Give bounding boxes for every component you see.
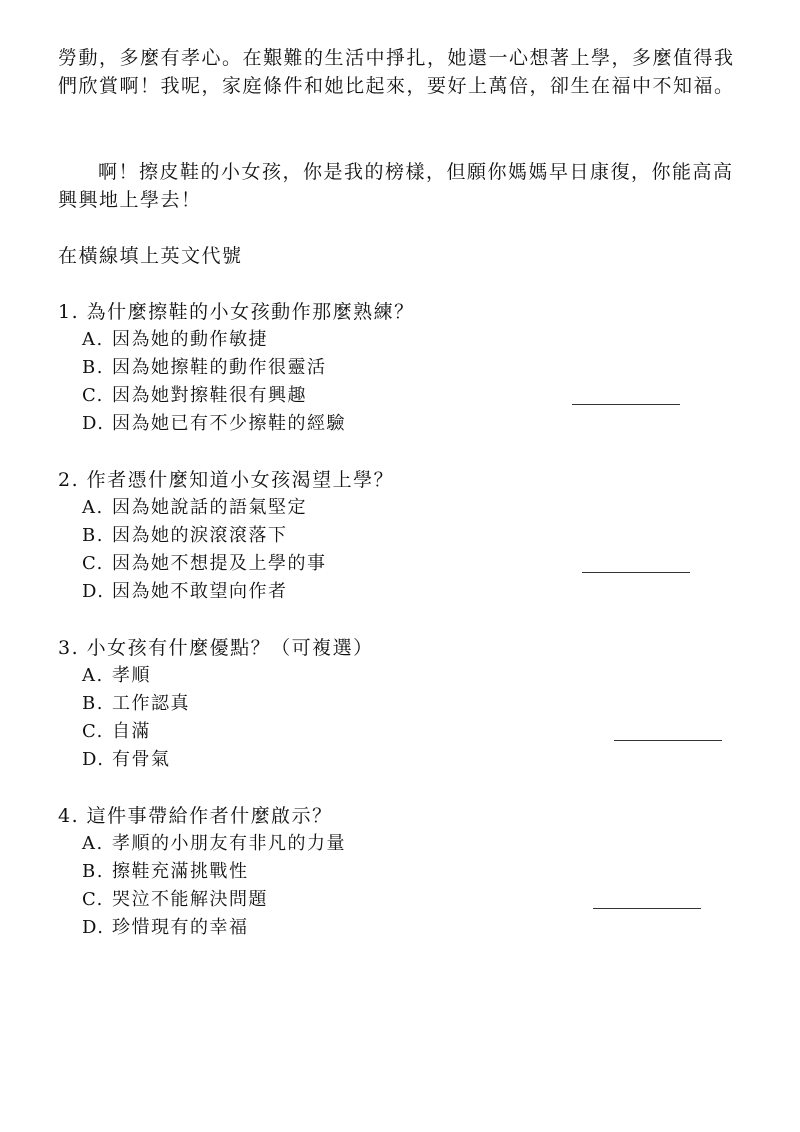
option-text: 因為她不敢望向作者: [112, 581, 288, 602]
option-letter: A.: [82, 665, 104, 686]
option-b: [58, 522, 738, 550]
option-letter: D.: [82, 749, 105, 770]
option-text: 因為她的淚滾滾落下: [112, 525, 288, 546]
option-d: [58, 410, 738, 438]
option-d: [58, 914, 738, 942]
answer-blank-3[interactable]: [614, 718, 722, 741]
passage-paragraph-2: 啊！擦皮鞋的小女孩，你是我的榜樣，但願你媽媽早日康復，你能高高興興地上學去！: [58, 161, 734, 211]
option-letter: D.: [82, 581, 105, 602]
option-a: [58, 662, 738, 690]
option-letter: B.: [82, 861, 104, 882]
option-text: 哭泣不能解決問題: [112, 889, 268, 910]
option-b: [58, 858, 738, 886]
option-text: 自滿: [112, 721, 151, 742]
option-d: [58, 746, 738, 774]
option-letter: C.: [82, 385, 104, 406]
question-2: [58, 466, 738, 606]
question-4: [58, 802, 738, 942]
option-letter: A.: [82, 497, 104, 518]
option-d: [58, 578, 738, 606]
option-letter: C.: [82, 553, 104, 574]
option-text: 因為她已有不少擦鞋的經驗: [112, 413, 346, 434]
option-text: 因為她對擦鞋很有興趣: [112, 385, 307, 406]
option-letter: D.: [82, 413, 105, 434]
answer-blank-2[interactable]: [582, 550, 690, 573]
option-a: [58, 494, 738, 522]
option-text: 珍惜現有的幸福: [112, 917, 249, 938]
option-letter: B.: [82, 357, 104, 378]
question-stem: 3. 小女孩有什麼優點？（可複選）: [58, 637, 374, 659]
answer-blank-4[interactable]: [593, 886, 701, 909]
option-letter: A.: [82, 833, 104, 854]
option-text: 擦鞋充滿挑戰性: [112, 861, 249, 882]
option-letter: A.: [82, 329, 104, 350]
option-letter: D.: [82, 917, 105, 938]
instruction-text: 在橫線填上英文代號: [58, 245, 243, 267]
option-text: 孝順: [112, 665, 151, 686]
question-stem: 1. 為什麼擦鞋的小女孩動作那麼熟練？: [58, 301, 415, 323]
option-a: [58, 830, 738, 858]
option-text: 因為她的動作敏捷: [112, 329, 268, 350]
option-text: 孝順的小朋友有非凡的力量: [112, 833, 346, 854]
option-text: 工作認真: [112, 693, 190, 714]
option-a: [58, 326, 738, 354]
question-1: [58, 298, 738, 438]
option-text: 因為她不想提及上學的事: [112, 553, 327, 574]
option-letter: C.: [82, 721, 104, 742]
option-b: [58, 690, 738, 718]
option-letter: B.: [82, 525, 104, 546]
question-stem: 2. 作者憑什麼知道小女孩渴望上學？: [58, 469, 395, 491]
option-text: 因為她說話的語氣堅定: [112, 497, 307, 518]
passage-paragraph-1: 勞動，多麼有孝心。在艱難的生活中掙扎，她還一心想著上學，多麼值得我們欣賞啊！我呢，家庭條件和她比起來，要好上萬倍，卻生在福中不知福。: [58, 47, 735, 97]
question-3: [58, 634, 738, 774]
option-text: 因為她擦鞋的動作很靈活: [112, 357, 327, 378]
question-stem: 4. 這件事帶給作者什麼啟示？: [58, 805, 333, 827]
option-b: [58, 354, 738, 382]
option-letter: B.: [82, 693, 104, 714]
option-letter: C.: [82, 889, 104, 910]
option-text: 有骨氣: [112, 749, 171, 770]
answer-blank-1[interactable]: [572, 382, 680, 405]
